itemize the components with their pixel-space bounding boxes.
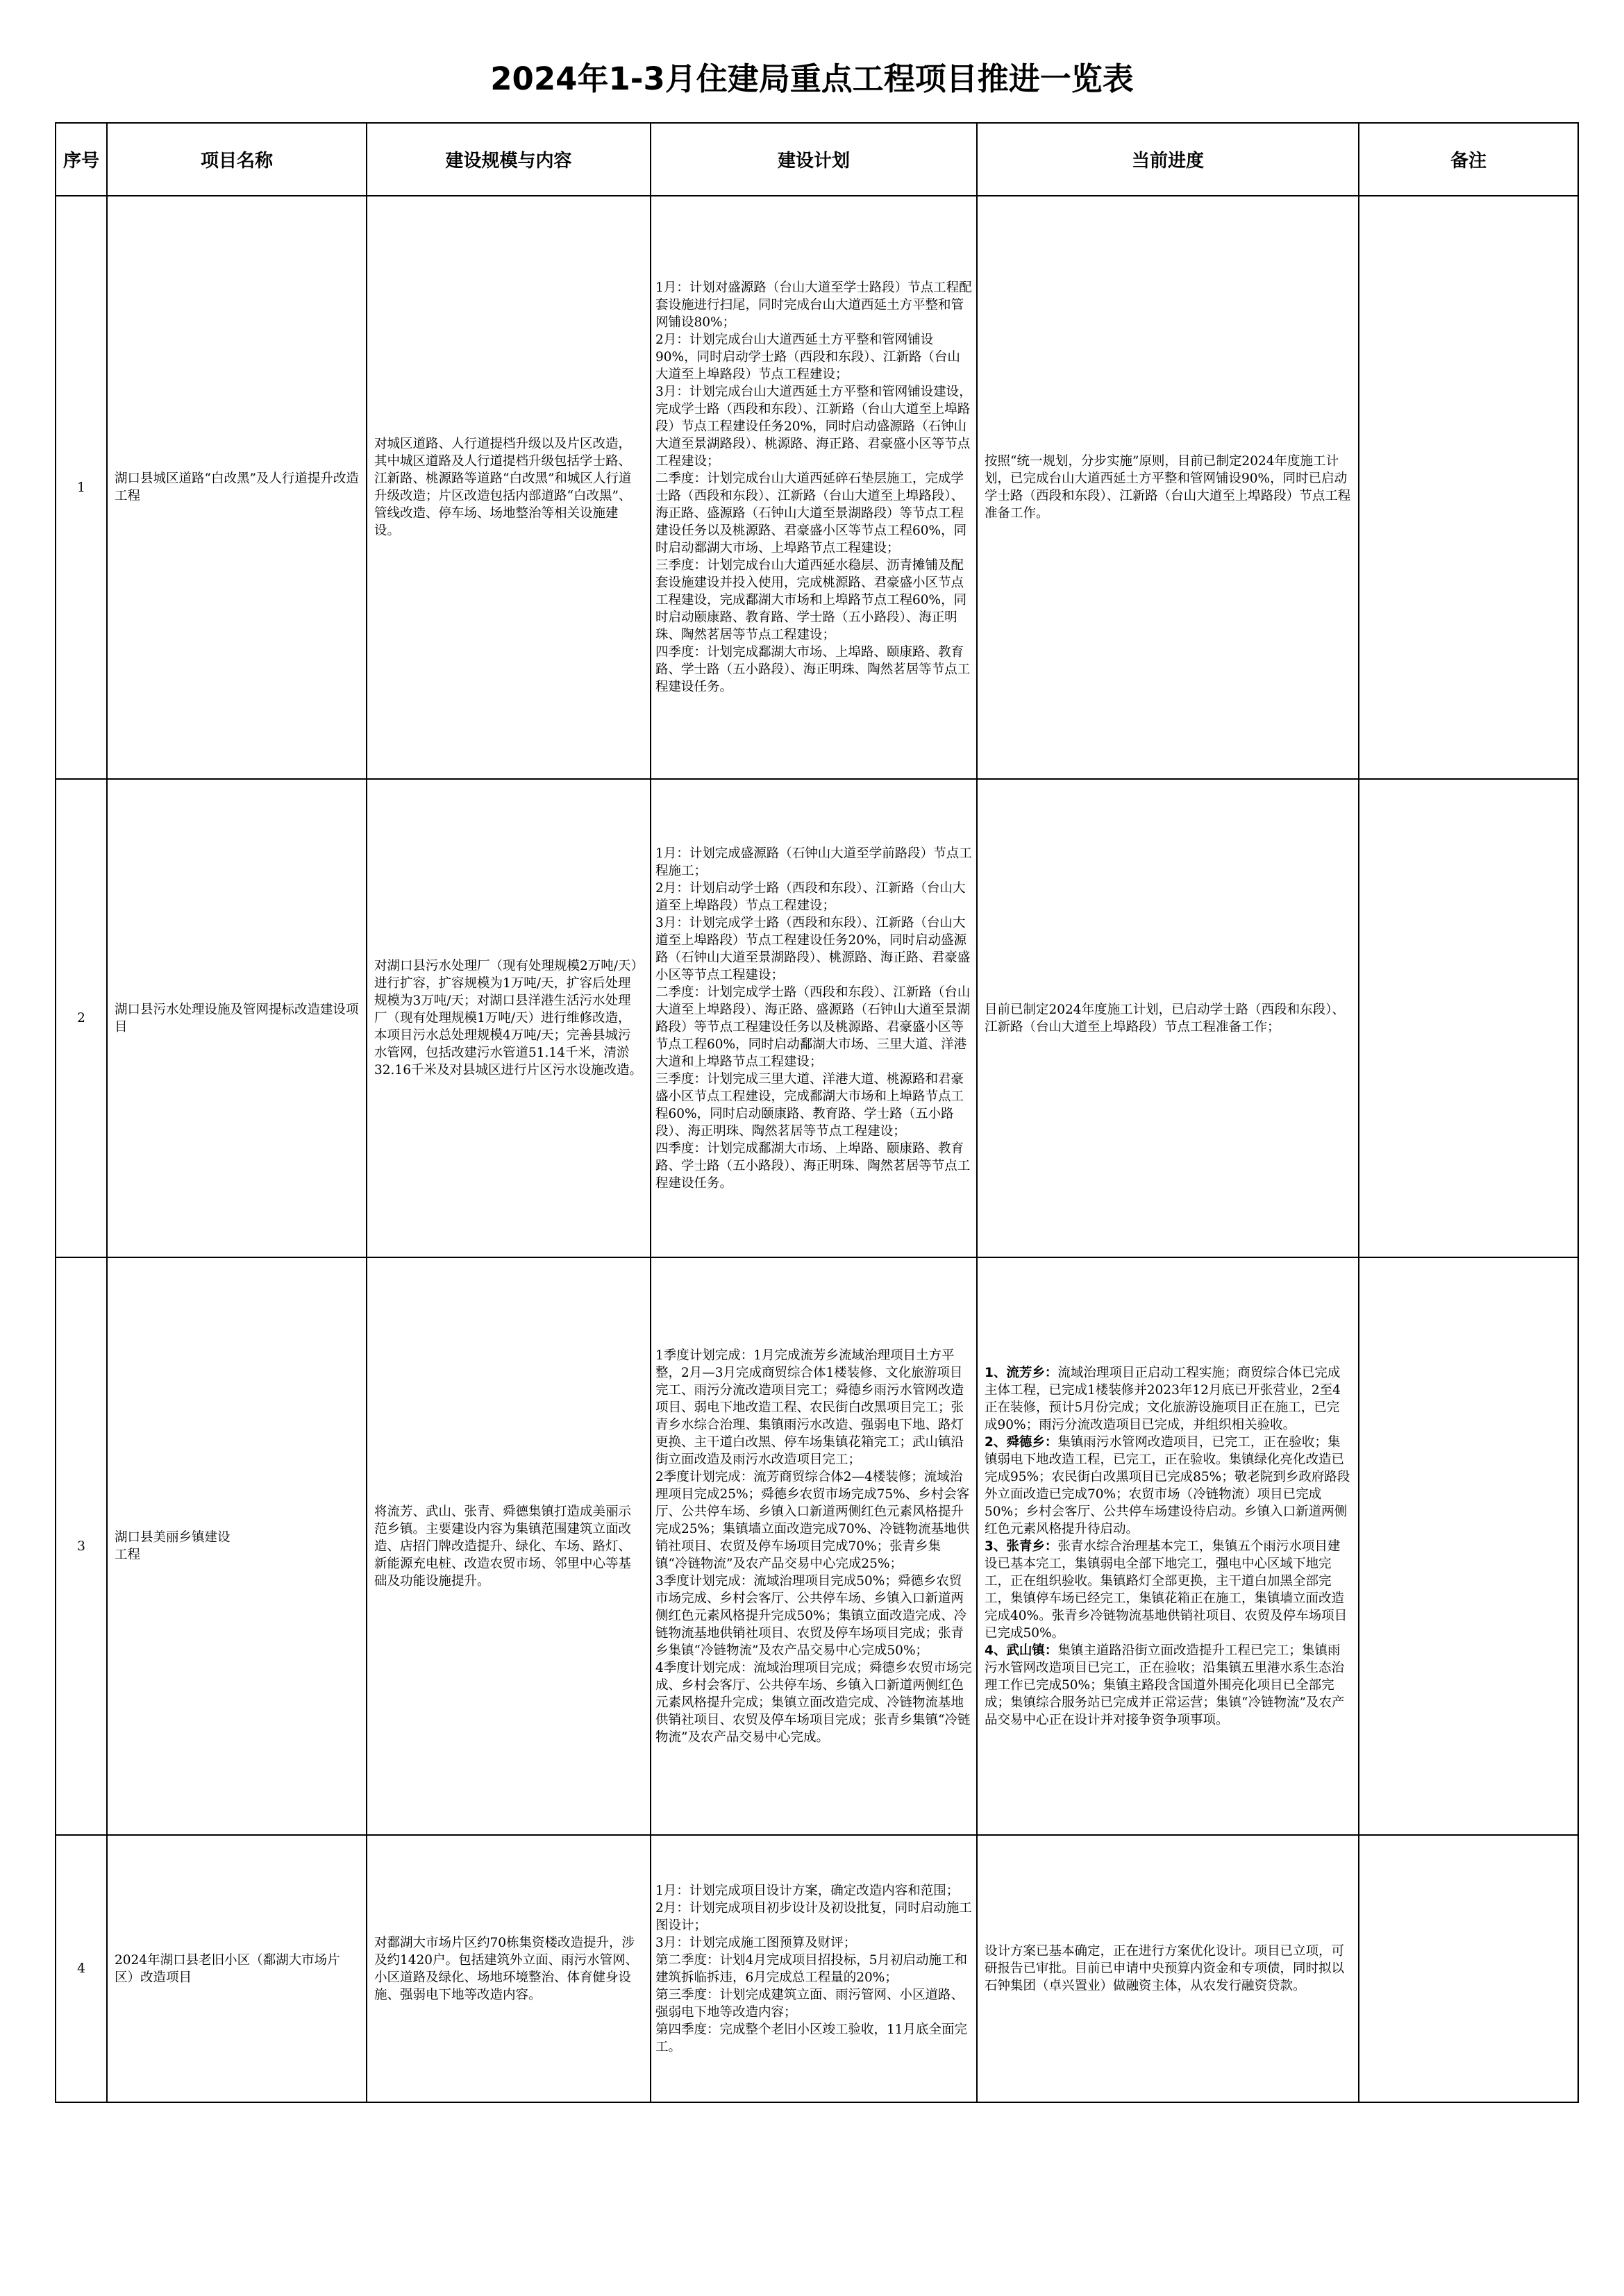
- progress-text: 按照“统一规划，分步实施”原则，目前已制定2024年度施工计划，已完成台山大道西延土方平整和管网铺设90%，同时已启动学士路（西段和东段）、江新路（台山大道至上埠路段）节点工程准备工作。: [985, 454, 1351, 521]
- project-name-text: 湖口县城区道路“白改黑”及人行道提升改造工程: [115, 471, 359, 503]
- plan-item: 4季度计划完成：流域治理项目完成；舜德乡农贸市场完成、乡村会客厅、公共停车场、乡镇入口新道两侧红色元素风格提升完成；集镇立面改造完成、冷链物流基地供销社项目、农贸及停车场项目完成；张青乡集镇“冷链物流”及农产品交易中心完成。: [655, 1660, 972, 1745]
- construction-plan: [651, 1835, 977, 2102]
- progress-item: [985, 1642, 1351, 1729]
- plan-item: 1季度计划完成：1月完成流芳乡流域治理项目土方平整，2月—3月完成商贸综合体1楼装修、文化旅游项目完工、雨污分流改造项目完工；舜德乡雨污水管网改造项目、弱电下地改造工程、农民街白改黑项目完工；张青乡水综合治理、集镇雨污水改造、强弱电下地、路灯更换、主干道白改黑、停车场集镇花箱完工；武山镇沿街立面改造及雨污水改造项目完工；: [655, 1348, 964, 1467]
- project-name: [107, 779, 367, 1257]
- construction-scale: [367, 1257, 651, 1835]
- scale-text: 对湖口县污水处理厂（现有处理规模2万吨/天）进行扩容，扩容规模为1万吨/天，扩容后处理规模为3万吨/天；对湖口县洋港生活污水处理厂（现有处理规模1万吨/天）进行维修改造，本项目污水总处理规模4万吨/天；完善县城污水管网，包括改建污水管道51.14千米，清淤32.16千米及对县城区进行片区污水设施改造。: [374, 959, 642, 1078]
- plan-item: 1月：计划完成盛源路（石钟山大道至学前路段）节点工程施工；: [655, 846, 972, 878]
- progress-text: 设计方案已基本确定，正在进行方案优化设计。项目已立项，可研报告已审批。目前已申请中央预算内资金和专项债，同时拟以石钟集团（卓兴置业）做融资主体，从农发行融资贷款。: [985, 1944, 1345, 1993]
- progress-item-text: 流域治理项目正启动工程实施；商贸综合体已完成主体工程，已完成1楼装修并2023年12月底已开张营业，2至4正在装修，预计5月份完成；文化旅游设施项目正在施工，已完成90%；雨污分流改造项目已完成，并组织相关验收。: [985, 1365, 1341, 1432]
- plan-item: 3月：计划完成学士路（西段和东段）、江新路（台山大道至上埠路段）节点工程建设任务20%，同时启动盛源路（石钟山大道至景湖路段）、桃源路、海正路、君豪盛小区等节点工程建设；: [655, 915, 971, 982]
- progress-item: [985, 1538, 1351, 1642]
- progress-item-text: 张青水综合治理基本完工，集镇五个雨污水项目建设已基本完工，集镇弱电全部下地完工，强电中心区域下地完工，正在组织验收。集镇路灯全部更换，主干道白加黑全部完工，集镇停车场已经完工，集镇花箱正在施工，集镇墙立面改造完成40%。张青乡冷链物流基地供销社项目、农贸及停车场项目已完成50%。: [985, 1539, 1348, 1641]
- remark-cell: [1359, 1257, 1578, 1835]
- project-name-text: 2024年湖口县老旧小区（鄱湖大市场片区）改造项目: [115, 1952, 340, 1985]
- project-name: [107, 1257, 367, 1835]
- town-label: 3、张青乡：: [985, 1539, 1058, 1554]
- town-label: 2、舜德乡：: [985, 1434, 1058, 1450]
- page-title: 2024年1-3月住建局重点工程项目推进一览表: [490, 60, 1134, 97]
- current-progress: [977, 1835, 1359, 2102]
- plan-item: 四季度：计划完成鄱湖大市场、上埠路、颐康路、教育路、学士路（五小路段）、海正明珠、陶然茗居等节点工程建设任务。: [655, 1141, 971, 1191]
- plan-item: 2月：计划启动学士路（西段和东段）、江新路（台山大道至上埠路段）节点工程建设；: [655, 880, 966, 913]
- plan-item: 二季度：计划完成学士路（西段和东段）、江新路（台山大道至上埠路段）、海正路、盛源路（石钟山大道至景湖路段）等节点工程建设任务以及桃源路、君豪盛小区等节点工程60%，同时启动鄱湖大市场、三里大道、洋港大道和上埠路节点工程建设；: [655, 984, 971, 1069]
- table-row: [56, 1257, 1578, 1835]
- plan-item: 3季度计划完成：流域治理项目完成50%；舜德乡农贸市场完成、乡村会客厅、公共停车场、乡镇入口新道两侧红色元素风格提升完成50%；集镇立面改造完成、冷链物流基地供销社项目、农贸及停车场项目完成；张青乡集镇“冷链物流”及农产品交易中心完成50%；: [655, 1573, 967, 1658]
- project-table: [55, 122, 1579, 2103]
- row-number: 1: [56, 196, 107, 779]
- plan-item: 第三季度：计划完成建筑立面、雨污管网、小区道路、强弱电下地等改造内容；: [655, 1987, 964, 2020]
- progress-item-text: 集镇雨污水管网改造项目，已完工，正在验收；集镇弱电下地改造工程，已完工，正在验收。集镇绿化亮化改造已完成95%；农民街白改黑项目已完成85%；敬老院到乡政府路段外立面改造已完成70%；农贸市场（冷链物流）项目已完成50%；乡村会客厅、公共停车场建设待启动。乡镇入口新道两侧红色元素风格提升待启动。: [985, 1434, 1350, 1536]
- plan-item: 第二季度：计划4月完成项目招投标，5月初启动施工和建筑拆临拆违，6月完成总工程量的20%；: [655, 1952, 968, 1985]
- town-label: 4、武山镇：: [985, 1643, 1058, 1658]
- scale-text: 对鄱湖大市场片区约70栋集资楼改造提升，涉及约1420户。包括建筑外立面、雨污水管网、小区道路及绿化、场地环境整治、体育健身设施、强弱电下地等改造内容。: [374, 1935, 639, 2002]
- construction-plan: [651, 1257, 977, 1835]
- project-name-line: 湖口县美丽乡镇建设: [115, 1530, 231, 1545]
- progress-item: [985, 1364, 1351, 1434]
- scale-text: 对城区道路、人行道提档升级以及片区改造，其中城区道路及人行道提档升级包括学士路、江新路、桃源路等道路“白改黑”和城区人行道升级改造；片区改造包括内部道路“白改黑”、管线改造、停车场、场地整治等相关设施建设。: [374, 437, 632, 538]
- plan-item: 1月：计划完成项目设计方案，确定改造内容和范围；: [655, 1883, 960, 1898]
- construction-plan: [651, 779, 977, 1257]
- current-progress: [977, 196, 1359, 779]
- project-name: [107, 196, 367, 779]
- current-progress: [977, 1257, 1359, 1835]
- plan-item: 2月：计划完成台山大道西延土方平整和管网铺设90%，同时启动学士路（西段和东段）、江新路（台山大道至上埠路段）节点工程建设；: [655, 333, 960, 382]
- construction-plan: [651, 196, 977, 779]
- plan-item: 三季度：计划完成三里大道、洋港大道、桃源路和君豪盛小区节点工程建设，完成鄱湖大市场和上埠路节点工程60%，同时启动颐康路、教育路、学士路（五小路段）、海正明珠、陶然茗居等节点工程建设；: [655, 1071, 964, 1139]
- plan-item: 四季度：计划完成鄱湖大市场、上埠路、颐康路、教育路、学士路（五小路段）、海正明珠、陶然茗居等节点工程建设任务。: [655, 645, 971, 694]
- plan-item: 第四季度：完成整个老旧小区竣工验收，11月底全面完工。: [655, 2022, 968, 2054]
- row-number: 3: [56, 1257, 107, 1835]
- header-project-name: 项目名称: [107, 123, 367, 196]
- progress-text: 目前已制定2024年度施工计划，已启动学士路（西段和东段）、江新路（台山大道至上埠路段）节点工程准备工作；: [985, 1002, 1345, 1034]
- header-plan: 建设计划: [651, 123, 977, 196]
- construction-scale: [367, 779, 651, 1257]
- header-scale: 建设规模与内容: [367, 123, 651, 196]
- remark-cell: [1359, 196, 1578, 779]
- project-name-text: 湖口县污水处理设施及管网提标改造建设项目: [115, 1002, 359, 1034]
- progress-item-text: 集镇主道路沿街立面改造提升工程已完工；集镇雨污水管网改造项目已完工，正在验收；沿集镇五里港水系生态治理工作已完成50%；集镇主路段含国道外围亮化项目已全部完成；集镇综合服务站已完成并正常运营；集镇“冷链物流”及农产品交易中心正在设计并对接争资争项事项。: [985, 1643, 1345, 1727]
- plan-item: 二季度：计划完成台山大道西延碎石垫层施工，完成学士路（西段和东段）、江新路（台山大道至上埠路段）、海正路、盛源路（石钟山大道至景湖路段）等节点工程建设任务以及桃源路、君豪盛小区等节点工程60%，同时启动鄱湖大市场、上埠路节点工程建设；: [655, 471, 967, 555]
- header-remark: 备注: [1359, 123, 1578, 196]
- plan-item: 3月：计划完成台山大道西延土方平整和管网铺设建设，完成学士路（西段和东段）、江新路（台山大道至上埠路段）节点工程建设任务20%，同时启动盛源路（石钟山大道至景湖路段）、桃源路、海正路、君豪盛小区等节点工程建设；: [655, 385, 972, 469]
- project-name: [107, 1835, 367, 2102]
- plan-item: 2月：计划完成项目初步设计及初设批复，同时启动施工图设计；: [655, 1900, 972, 1933]
- plan-item: 三季度：计划完成台山大道西延水稳层、沥青摊铺及配套设施建设并投入使用，完成桃源路、君豪盛小区节点工程建设，完成鄱湖大市场和上埠路节点工程60%，同时启动颐康路、教育路、学士路（五小路段）、海正明珠、陶然茗居等节点工程建设；: [655, 558, 967, 642]
- plan-item: 2季度计划完成：流芳商贸综合体2—4楼装修；流域治理项目完成25%；舜德乡农贸市场完成75%、乡村会客厅、公共停车场、乡镇入口新道两侧红色元素风格提升完成25%；集镇墙立面改造完成70%、冷链物流基地供销社项目、农贸及停车场项目完成70%；张青乡集镇“冷链物流”及农产品交易中心完成25%；: [655, 1469, 970, 1571]
- row-number: 4: [56, 1835, 107, 2102]
- progress-item: [985, 1434, 1351, 1538]
- header-index: 序号: [56, 123, 107, 196]
- project-name-line: 工程: [115, 1548, 141, 1562]
- table-row: [56, 779, 1578, 1257]
- scale-text: 将流芳、武山、张青、舜德集镇打造成美丽示范乡镇。主要建设内容为集镇范围建筑立面改造、店招门牌改造提升、绿化、车场、路灯、新能源充电桩、改造农贸市场、邻里中心等基础及功能设施提升。: [374, 1504, 632, 1589]
- table-row: [56, 196, 1578, 779]
- remark-cell: [1359, 779, 1578, 1257]
- table-row: [56, 1835, 1578, 2102]
- town-label: 1、流芳乡：: [985, 1365, 1058, 1380]
- construction-scale: [367, 196, 651, 779]
- remark-cell: [1359, 1835, 1578, 2102]
- plan-item: 1月：计划对盛源路（台山大道至学士路段）节点工程配套设施进行扫尾，同时完成台山大道西延土方平整和管网铺设80%；: [655, 280, 972, 330]
- current-progress: [977, 779, 1359, 1257]
- row-number: 2: [56, 779, 107, 1257]
- table-header-row: [56, 123, 1578, 196]
- plan-item: 3月：计划完成施工图预算及财评；: [655, 1935, 857, 1950]
- construction-scale: [367, 1835, 651, 2102]
- header-progress: 当前进度: [977, 123, 1359, 196]
